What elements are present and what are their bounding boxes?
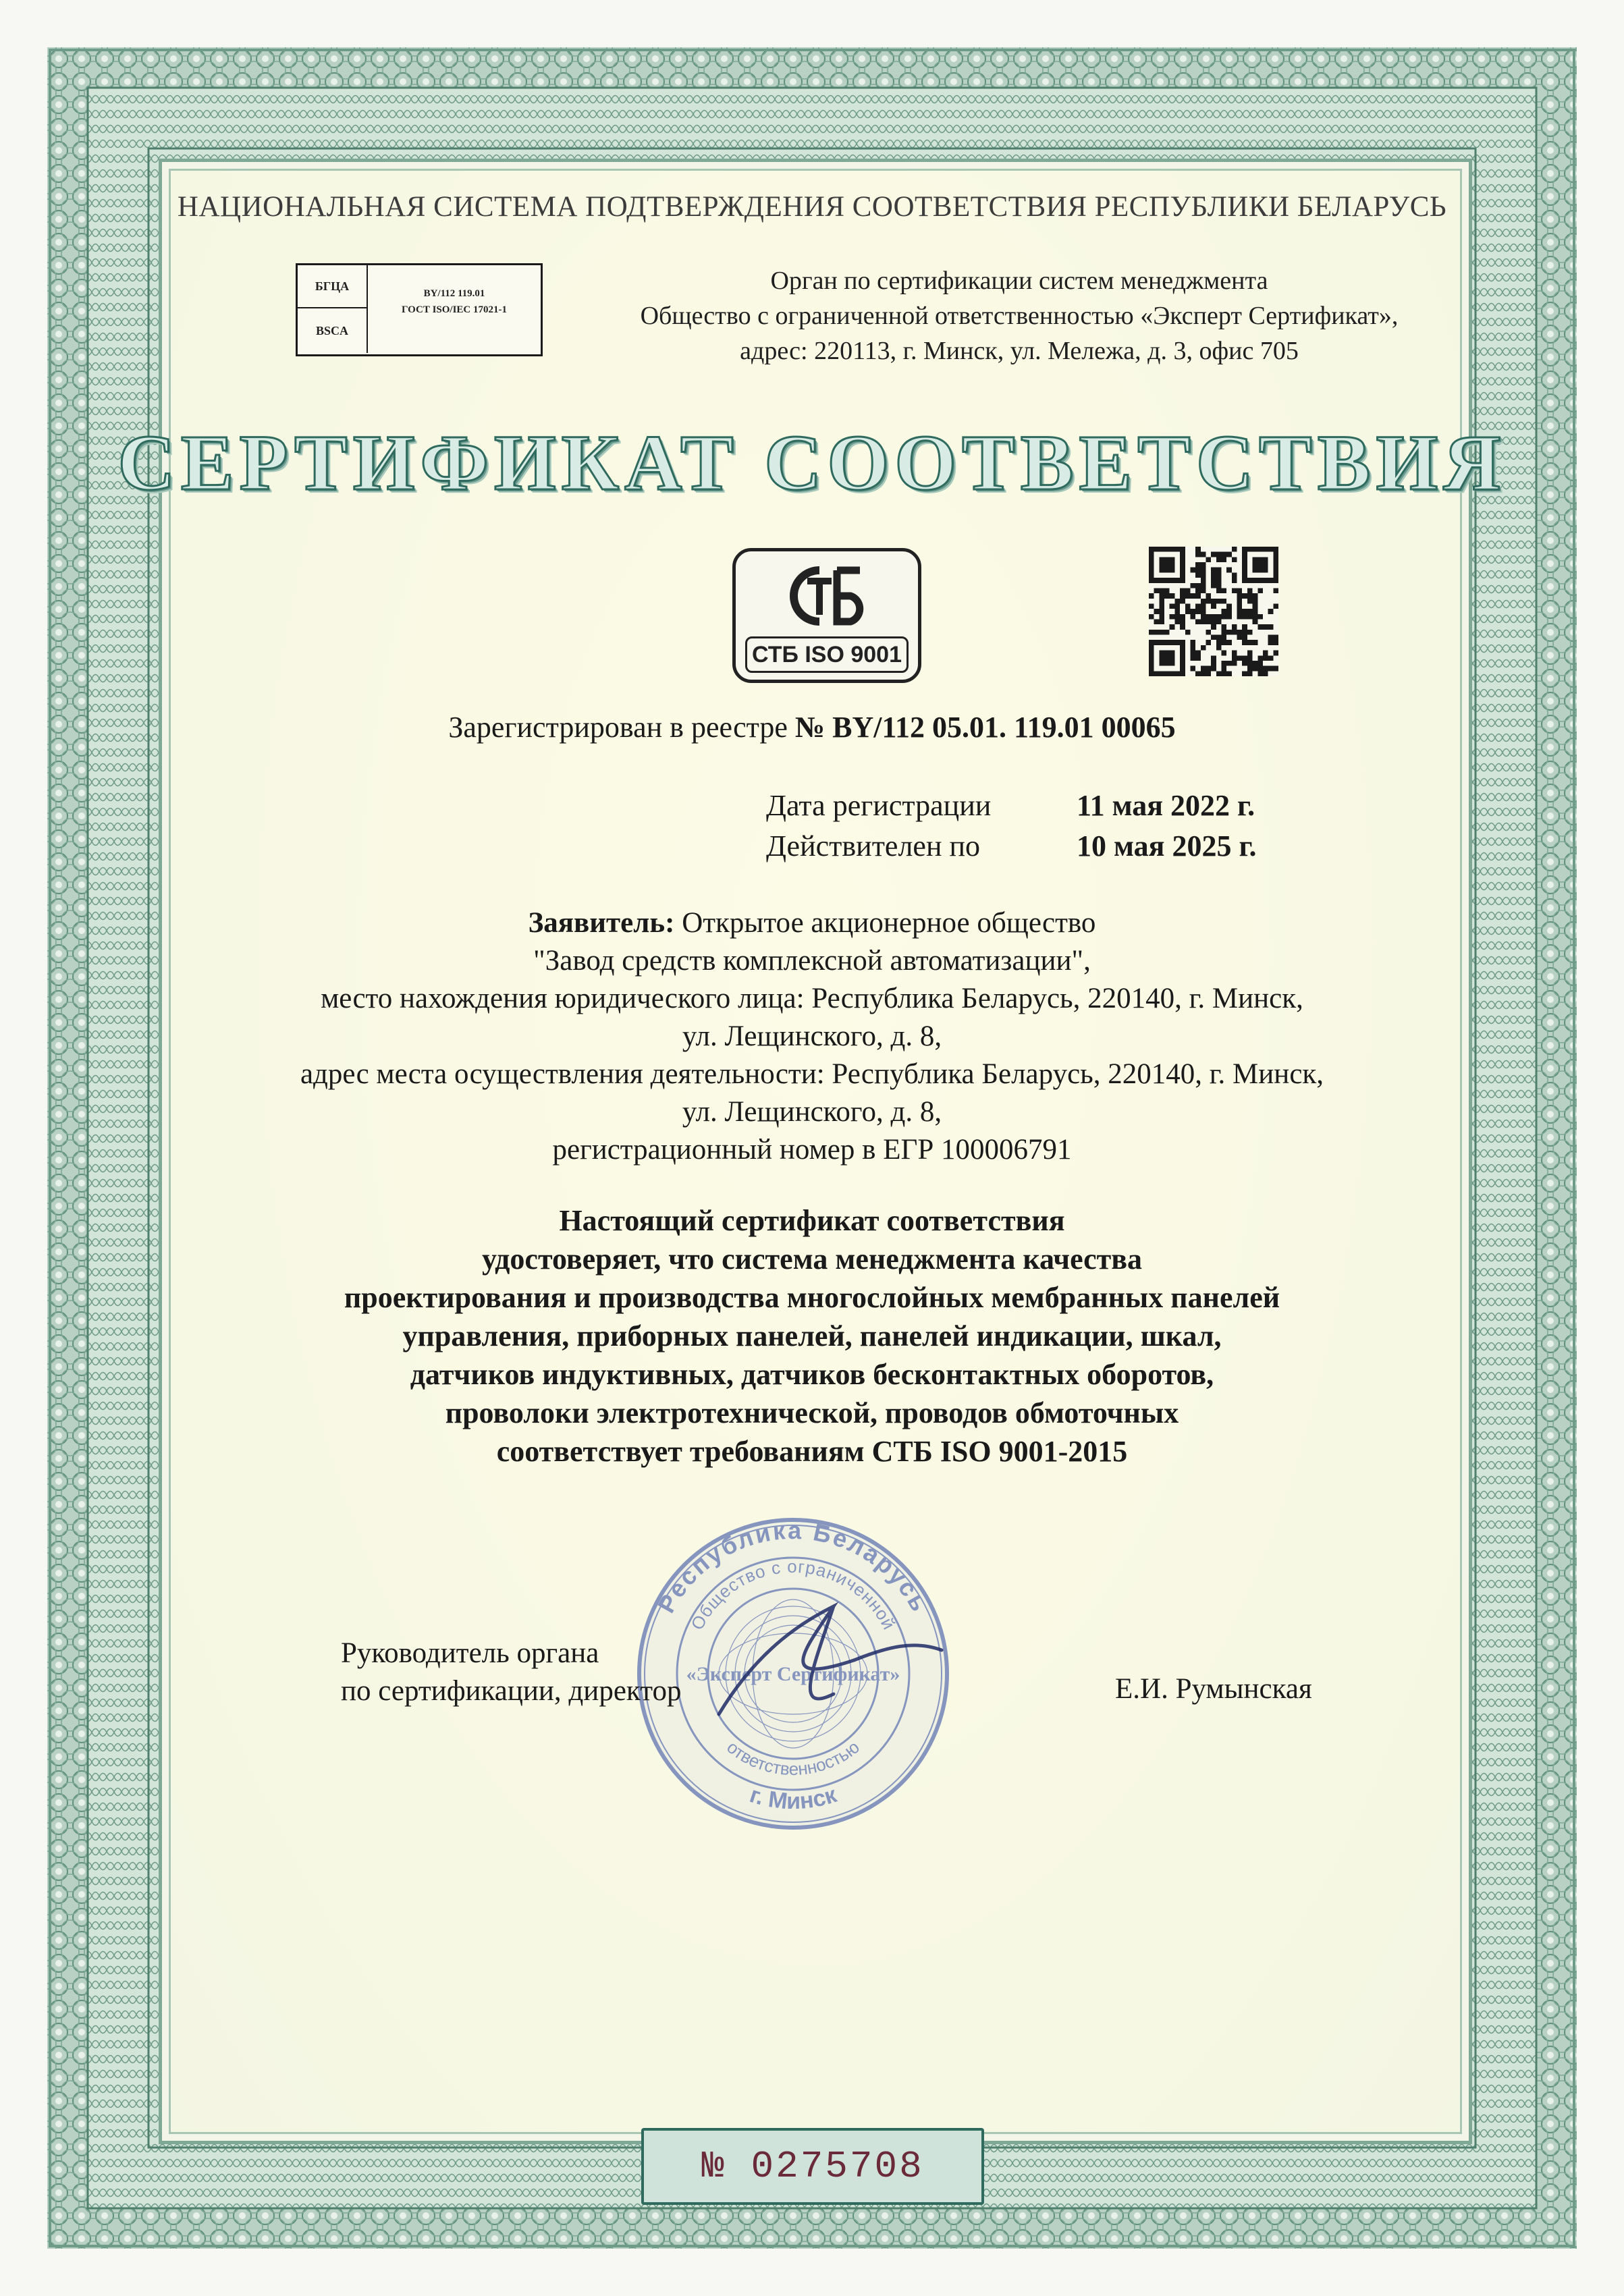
valid-until-value: 10 мая 2025 г.: [1077, 829, 1257, 863]
certification-body: [580, 263, 1458, 368]
stb-logo-label: СТБ ISO 9001: [745, 636, 909, 673]
applicant-activity-address: адрес места осуществления деятельности: Республика Беларусь, 220140, г. Минск,: [300, 1058, 1324, 1090]
statement-line: датчиков индуктивных, датчиков бесконтактных оборотов,: [410, 1358, 1214, 1391]
signatory-name: Е.И. Румынская: [1115, 1673, 1312, 1705]
statement-line: Настоящий сертификат соответствия: [559, 1204, 1065, 1237]
registration-date-row: [766, 786, 1257, 826]
signatory-role-line2: по сертификации, директор: [341, 1675, 682, 1707]
registry-number: № BY/112 05.01. 119.01 00065: [794, 711, 1176, 744]
statement-line: управления, приборных панелей, панелей индикации, шкал,: [402, 1319, 1222, 1352]
serial-number: № 0275708: [701, 2145, 924, 2188]
seal-outer-top-text: Республика Беларусь: [651, 1516, 935, 1618]
seal-inner-bottom-text: ответственностью: [723, 1737, 863, 1780]
applicant-org-type: Открытое акционерное общество: [682, 907, 1096, 939]
certification-body-line2: Общество с ограниченной ответственностью «Эксперт Сертификат»,: [640, 302, 1399, 330]
conformity-statement: [0, 1201, 1624, 1471]
seal-inner-top-text: Общество с ограниченной: [686, 1556, 900, 1633]
signatory-role-line1: Руководитель органа: [341, 1637, 599, 1669]
valid-until-label: Действителен по: [766, 829, 981, 863]
statement-line: удостоверяет, что система менеджмента качества: [481, 1242, 1143, 1276]
accreditation-mark-bsca: BSCA: [298, 308, 368, 353]
certificate-title: СЕРТИФИКАТ СООТВЕТСТВИЯ: [117, 418, 1507, 507]
applicant-org-name: "Завод средств комплексной автоматизации",: [533, 945, 1091, 977]
serial-number-box: [641, 2128, 984, 2205]
applicant-label: Заявитель:: [528, 907, 675, 939]
stb-iso-logo: [732, 548, 921, 683]
applicant-legal-address: место нахождения юридического лица: Республика Беларусь, 220140, г. Минск,: [321, 983, 1303, 1014]
seal-center-text: «Эксперт Сертификат»: [686, 1663, 900, 1685]
qr-code[interactable]: [1149, 547, 1278, 676]
accreditation-standard: ГОСТ ISO/IEC 17021-1: [401, 304, 508, 315]
national-system-title: НАЦИОНАЛЬНАЯ СИСТЕМА ПОДТВЕРЖДЕНИЯ СООТВЕТСТВИЯ РЕСПУБЛИКИ БЕЛАРУСЬ: [177, 191, 1447, 223]
accreditation-number: BY/112 119.01: [423, 288, 485, 299]
applicant-line1: [0, 904, 1624, 942]
certification-body-address: адрес: 220113, г. Минск, ул. Мележа, д. 3, офис 705: [740, 337, 1299, 365]
registration-date-value: 11 мая 2022 г.: [1077, 789, 1255, 822]
accreditation-mark: [296, 263, 543, 356]
statement-line: проволоки электротехнической, проводов обмоточных: [445, 1396, 1179, 1429]
seal-outer-bottom-text: г. Минск: [747, 1782, 840, 1815]
accreditation-mark-code: [369, 285, 539, 318]
certification-body-line1: Орган по сертификации систем менеджмента: [770, 267, 1268, 295]
registry-prefix: Зарегистрирован в реестре: [448, 711, 788, 744]
stb-mark-icon: [784, 561, 869, 631]
valid-until-row: [766, 826, 1257, 867]
applicant-legal-street: ул. Лещинского, д. 8,: [682, 1020, 942, 1052]
applicant-block: [0, 904, 1624, 1169]
applicant-activity-street: ул. Лещинского, д. 8,: [682, 1096, 942, 1128]
statement-line: проектирования и производства многослойных мембранных панелей: [344, 1281, 1280, 1314]
accreditation-mark-bgca: БГЦА: [298, 265, 368, 308]
validity-dates: [766, 786, 1257, 867]
applicant-egr-number: регистрационный номер в ЕГР 100006791: [552, 1134, 1072, 1166]
signatory-role: [341, 1635, 681, 1710]
registry-line: [0, 710, 1624, 744]
statement-line: соответствует требованиям СТБ ISO 9001-2015: [496, 1435, 1128, 1468]
registration-date-label: Дата регистрации: [766, 789, 992, 822]
